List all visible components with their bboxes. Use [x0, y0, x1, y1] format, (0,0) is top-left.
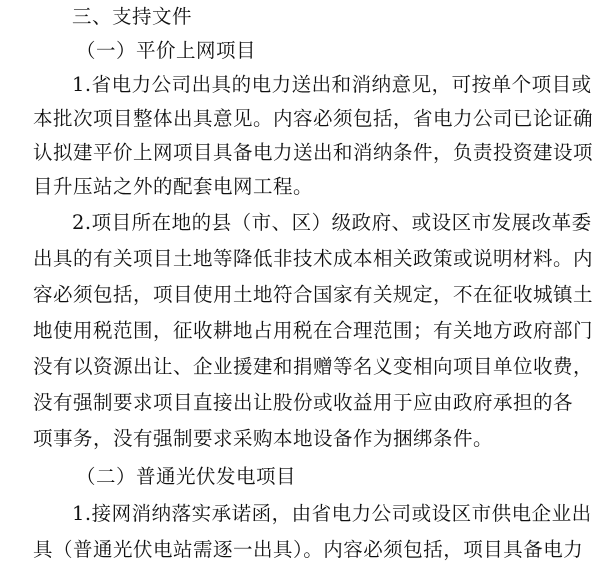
paragraph-3-line-1: 1.接网消纳落实承诺函，由省电力公司或设区市供电企业出: [72, 502, 592, 525]
subsection-heading-1: （一）平价上网项目: [76, 39, 257, 62]
paragraph-2-line-5: 没有以资源出让、企业援建和捐赠等名义变相向项目单位收费，: [33, 355, 594, 378]
paragraph-2-line-7: 项事务，没有强制要求采购本地设备作为捆绑条件。: [33, 427, 494, 450]
paragraph-3-line-2: 具（普通光伏电站需逐一出具）。内容必须包括，项目具备电力: [33, 538, 584, 561]
paragraph-1-line-3: 认拟建平价上网项目具备电力送出和消纳条件，负责投资建设项: [33, 141, 594, 164]
paragraph-1-line-1: 1.省电力公司出具的电力送出和消纳意见，可按单个项目或: [72, 73, 592, 96]
subsection-heading-2: （二）普通光伏发电项目: [76, 465, 297, 488]
paragraph-2-line-3: 容必须包括，项目使用土地符合国家有关规定，不在征收城镇土: [33, 283, 594, 306]
paragraph-2-line-2: 出具的有关项目土地等降低非技术成本相关政策或说明材料。内: [33, 247, 594, 270]
paragraph-2-line-6: 没有强制要求项目直接出让股份或收益用于应由政府承担的各: [33, 391, 574, 414]
paragraph-1-line-4: 目升压站之外的配套电网工程。: [33, 175, 314, 198]
paragraph-2-line-4: 地使用税范围，征收耕地占用税在合理范围；有关地方政府部门: [33, 319, 594, 342]
paragraph-1-line-2: 本批次项目整体出具意见。内容必须包括，省电力公司已论证确: [33, 107, 594, 130]
paragraph-2-line-1: 2.项目所在地的县（市、区）级政府、或设区市发展改革委: [72, 211, 592, 234]
section-heading: 三、支持文件: [72, 5, 193, 28]
